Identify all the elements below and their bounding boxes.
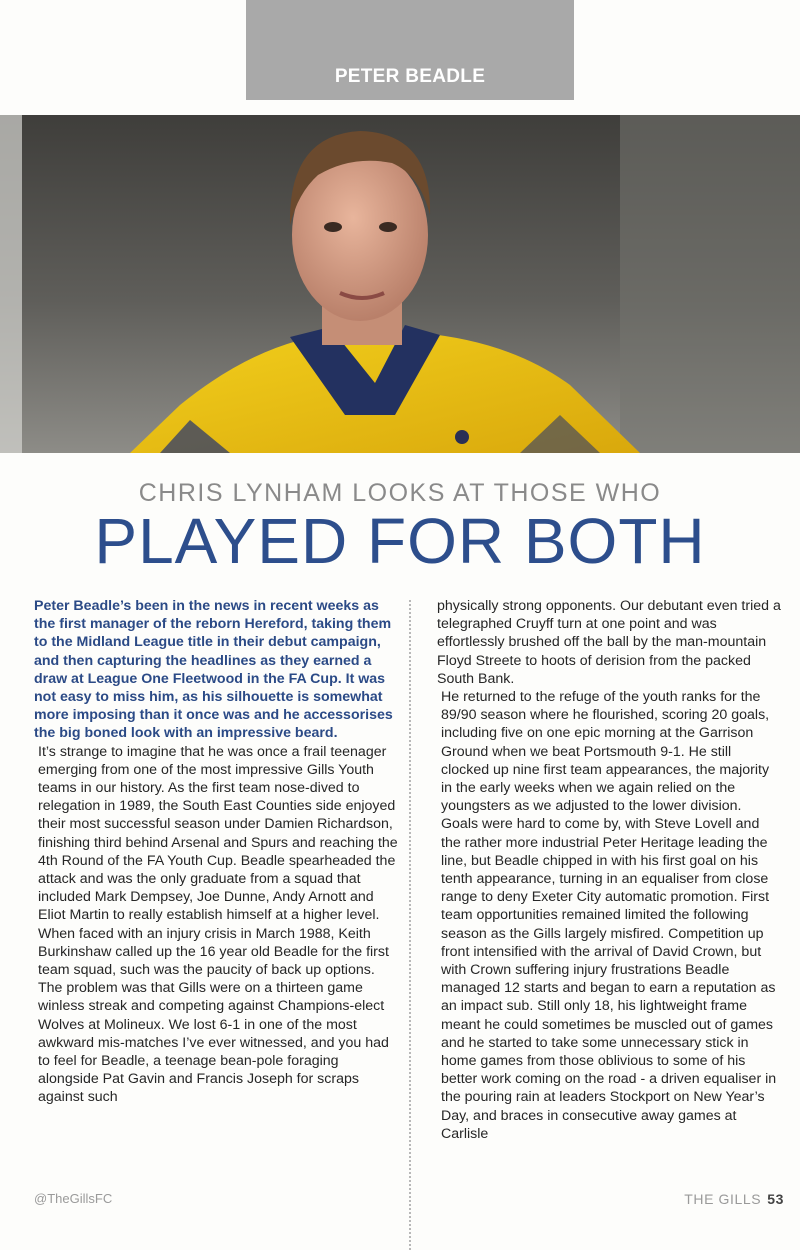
footer-folio (684, 1191, 784, 1207)
headline: PLAYED FOR BOTH (94, 505, 706, 577)
article-column-left (34, 597, 402, 1107)
column-divider (409, 600, 411, 1250)
body-paragraph: physically strong opponents. Our debutant even tried a telegraphed Cruyff turn at one point and was effortlessly brushed off the ball by the man-mountain Floyd Streete to hoots of derision from the packed South Bank. (437, 598, 781, 687)
lead-paragraph: Peter Beadle’s been in the news in recent weeks as the first manager of the reborn Hereford, taking them to the Midland League title in their debut campaign, and then capturing the headlines as they earned a draw at League One Fleetwood in the FA Cup. It was not easy to miss him, as his silhouette is somewhat more imposing than it once was and he accessorises the big boned look with an impressive beard. (34, 598, 393, 742)
kicker-text: CHRIS LYNHAM LOOKS AT THOSE WHO (138, 479, 662, 507)
footer-publication: THE GILLS (684, 1191, 762, 1207)
page-number: 53 (767, 1191, 784, 1207)
section-tab-label: PETER BEADLE (334, 66, 486, 87)
body-paragraph: He returned to the refuge of the youth ranks for the 89/90 season where he flourished, scoring 20 goals, including five on one epic morning at the Garrison Ground when we beat Portsmouth 9-1. He still clocked up nine first team appearances, the majority in the early weeks when we again relied on the youngsters as we adjusted to the lower division. Goals were hard to come by, with Steve Lovell and the rather more industrial Peter Heritage leading the line, but Beadle chipped in with his first goal on his tenth appearance, turning in an equaliser from close range to deny Exeter City automatic promotion. First team opportunities remained limited the following season as the Gills largely misfired. Competition up front intensified with the arrival of David Crown, but with Crown suffering injury frustrations Beadle managed 12 starts and began to earn a reputation as an impact sub. Still only 18, his lightweight frame meant he could sometimes be muscled out of games and he started to take some unnecessary stick in home games from those oblivious to some of his better work coming on the road - a driven equaliser in the pouring rain at leaders Stockport on New Year’s Day, and braces in consecutive away games at Carlisle (441, 689, 777, 1142)
body-paragraph: It’s strange to imagine that he was once a frail teenager emerging from one of the most impressive Gills Youth teams in our history. As the first team nose-dived to relegation in 1989, the South East Counties side enjoyed their most successful season under Damien Richardson, finishing third behind Arsenal and Spurs and reaching the 4th Round of the FA Youth Cup. Beadle spearheaded the attack and was the only graduate from a squad that included Mark Dempsey, Joe Dunne, Andy Arnott and Eliot Martin to really establish himself at a higher level. (38, 743, 398, 924)
body-paragraph: When faced with an injury crisis in March 1988, Keith Burkinshaw called up the 16 year old Beadle for the first team squad, such was the paucity of back up options. The problem was that Gills were on a thirteen game winless streak and competing against Champions-elect Wolves at Molineux. We lost 6-1 in one of the most awkward mis-matches I’ve ever witnessed, and you had to feel for Beadle, a teenage bean-pole foraging alongside Pat Gavin and Francis Joseph for scraps against such (38, 925, 389, 1106)
player-photo (0, 115, 800, 453)
footer-twitter-handle: @TheGillsFC (34, 1191, 113, 1206)
player-illustration (0, 115, 800, 453)
section-tab (246, 0, 574, 100)
article-column-right (437, 597, 782, 1143)
